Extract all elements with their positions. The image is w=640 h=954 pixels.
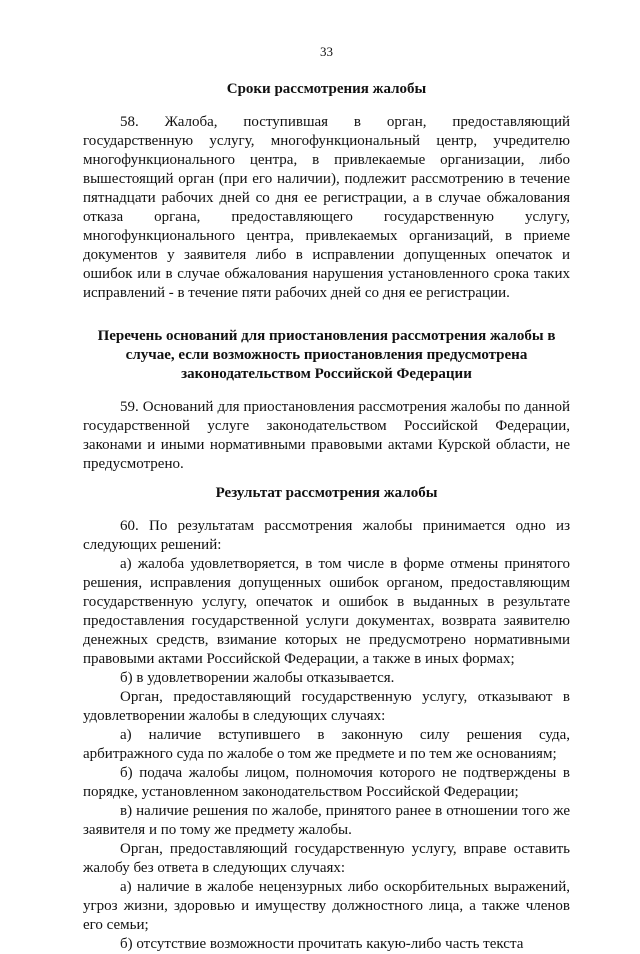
heading-suspension: Перечень оснований для приостановления рассмотрения жалобы в случае, если возможность приостановления предусмотрена законодательством Российской Федерации	[97, 328, 556, 382]
paragraph-60: 60. По результатам рассмотрения жалобы принимается одно из следующих решений:	[83, 518, 570, 553]
paragraph-leave-b: б) отсутствие возможности прочитать какую-либо часть текста	[120, 936, 524, 952]
heading-result: Результат рассмотрения жалобы	[215, 485, 438, 501]
page-number: 33	[320, 44, 333, 59]
paragraph-leave-a: а) наличие в жалобе нецензурных либо оскорбительных выражений, угроз жизни, здоровью и имуществу должностного лица, а также членов его семьи;	[83, 879, 570, 933]
paragraph-58: 58. Жалоба, поступившая в орган, предоставляющий государственную услугу, многофункциональный центр, учредителю многофункционального центра, в привлекаемые организации, либо вышестоящий орган (при его наличии), подлежит рассмотрению в течение пятнадцати рабочих дней со дня ее регистрации, а в случае обжалования отказа органа, предоставляющего государственную услугу, многофункционального центра, привлекаемых организаций, в приеме документов у заявителя либо в исправлении допущенных опечаток и ошибок или в случае обжалования нарушения установленного срока таких исправлений - в течение пяти рабочих дней со дня ее регистрации.	[83, 114, 570, 301]
heading-review-terms: Сроки рассмотрения жалобы	[226, 81, 427, 97]
paragraph-59: 59. Оснований для приостановления рассмотрения жалобы по данной государственной услуге законодательством Российской Федерации, законами и иными нормативными правовыми актами Курской области, не предусмотрено.	[83, 399, 570, 472]
paragraph-refuse-intro: Орган, предоставляющий государственную услугу, отказывают в удовлетворении жалобы в следующих случаях:	[83, 689, 570, 724]
paragraph-refuse-a: а) наличие вступившего в законную силу решения суда, арбитражного суда по жалобе о том же предмете и по тем же основаниям;	[83, 727, 570, 762]
paragraph-refuse-c: в) наличие решения по жалобе, принятого ранее в отношении того же заявителя и по тому же предмету жалобы.	[83, 803, 570, 838]
paragraph-refuse-b: б) подача жалобы лицом, полномочия которого не подтверждены в порядке, установленном законодательством Российской Федерации;	[83, 765, 570, 800]
paragraph-leave-intro: Орган, предоставляющий государственную услугу, вправе оставить жалобу без ответа в следующих случаях:	[83, 841, 570, 876]
paragraph-60-item-a: а) жалоба удовлетворяется, в том числе в форме отмены принятого решения, исправления допущенных ошибок органом, предоставляющим государственную услугу, опечаток и ошибок в выданных в результате предоставления государственной услуги документах, возврата заявителю денежных средств, взимание которых не предусмотрено нормативными правовыми актами Российской Федерации, а также в иных формах;	[83, 556, 570, 667]
paragraph-60-item-b: б) в удовлетворении жалобы отказывается.	[120, 670, 395, 686]
